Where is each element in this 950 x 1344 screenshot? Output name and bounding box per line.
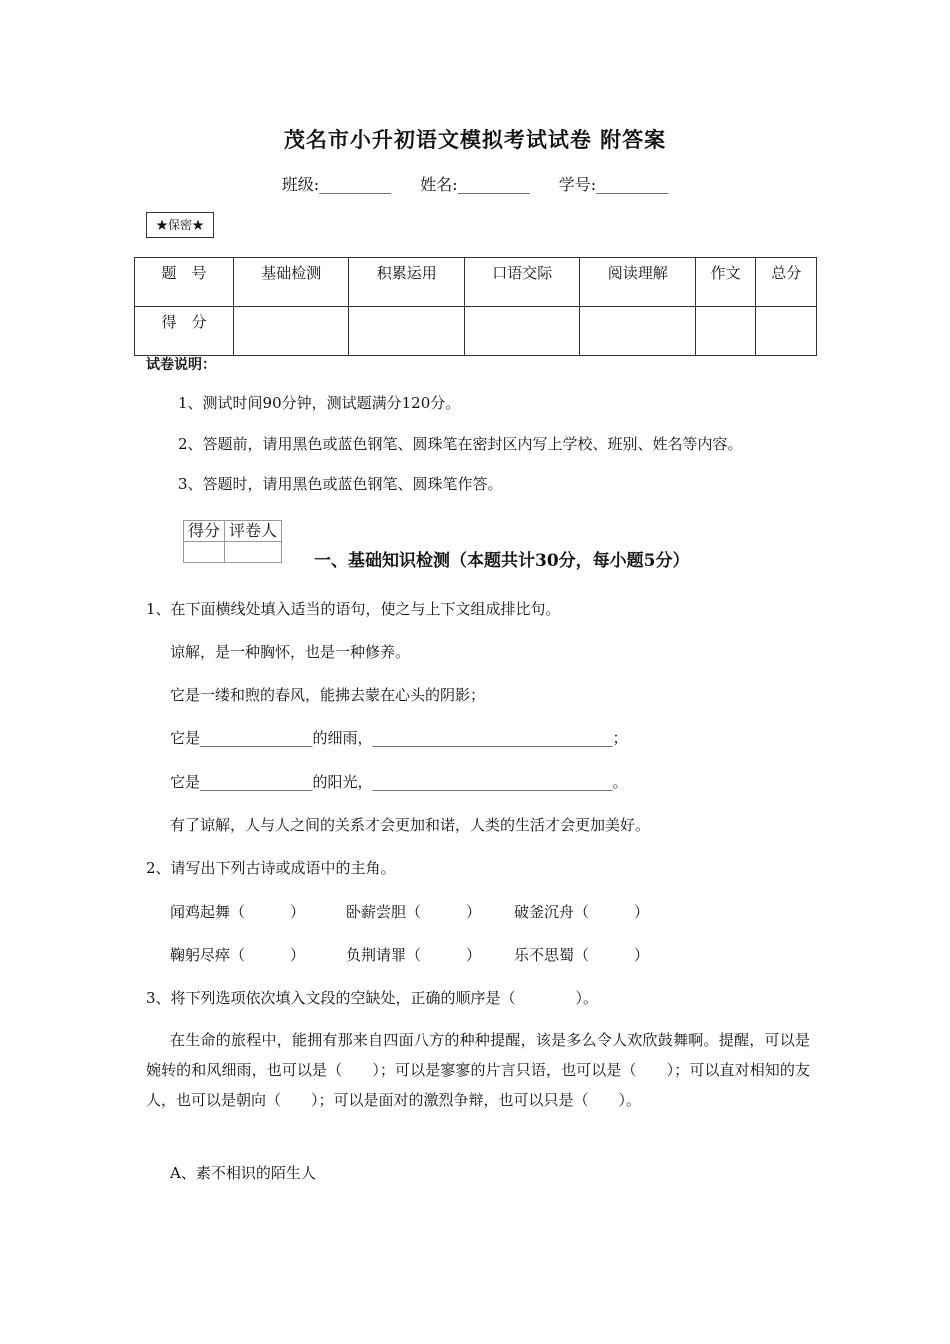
question-1-line: 谅解，是一种胸怀，也是一种修养。 — [170, 643, 411, 661]
instruction-item: 1、测试时间90分钟，测试题满分120分。 — [178, 394, 461, 412]
score-table-cell: 基础检测 — [234, 258, 349, 307]
question-2-prompt: 2、请写出下列古诗或成语中的主角。 — [146, 859, 396, 877]
question-1-blank-line[interactable]: 它是_______________的阳光，________________________________。 — [170, 773, 628, 791]
score-entry-cell[interactable] — [464, 307, 579, 356]
score-entry-cell[interactable] — [695, 307, 756, 356]
student-id-field[interactable]: 学号:_________ — [558, 175, 669, 194]
question-2-item[interactable]: 闻鸡起舞（ ） — [170, 903, 306, 921]
score-row-label: 得 分 — [135, 307, 234, 356]
score-entry-cell[interactable] — [580, 307, 695, 356]
secret-badge: ★保密★ — [146, 212, 214, 238]
question-2-item[interactable]: 卧薪尝胆（ ） — [346, 903, 482, 921]
question-3-prompt: 3、将下列选项依次填入文段的空缺处，正确的顺序是（ ）。 — [146, 989, 599, 1007]
score-table-cell: 阅读理解 — [580, 258, 695, 307]
instructions-label: 试卷说明： — [146, 357, 216, 373]
score-entry-cell[interactable] — [756, 307, 817, 356]
grader-name-label: 评卷人 — [225, 521, 282, 542]
score-table-cell: 口语交际 — [464, 258, 579, 307]
score-entry-cell[interactable] — [234, 307, 349, 356]
question-2-item[interactable]: 鞠躬尽瘁（ ） — [170, 946, 306, 964]
grader-box — [183, 520, 282, 563]
question-2-item[interactable]: 乐不思蜀（ ） — [514, 946, 650, 964]
score-table-header-row — [135, 258, 817, 307]
section-heading: 一、基础知识检测（本题共计30分，每小题5分） — [314, 551, 690, 571]
score-table-cell: 总分 — [756, 258, 817, 307]
score-table-cell: 作文 — [695, 258, 756, 307]
score-table-cell: 题 号 — [135, 258, 234, 307]
score-table-cell: 积累运用 — [349, 258, 464, 307]
score-entry-cell[interactable] — [349, 307, 464, 356]
question-1-line: 有了谅解，人与人之间的关系才会更加和诺，人类的生活才会更加美好。 — [170, 816, 651, 834]
question-1-blank-line[interactable]: 它是_______________的细雨，________________________________； — [170, 729, 628, 747]
grader-name-cell[interactable] — [225, 542, 282, 563]
instruction-item: 3、答题时，请用黑色或蓝色钢笔、圆珠笔作答。 — [178, 475, 503, 493]
grader-score-cell[interactable] — [184, 542, 225, 563]
question-1-prompt: 1、在下面横线处填入适当的语句，使之与上下文组成排比句。 — [146, 600, 561, 618]
question-2-item[interactable]: 破釜沉舟（ ） — [514, 903, 650, 921]
question-1-line: 它是一缕和煦的春风，能拂去蒙在心头的阴影； — [170, 686, 486, 704]
score-table — [134, 257, 817, 356]
name-field[interactable]: 姓名:_________ — [420, 175, 530, 194]
class-field[interactable]: 班级:_________ — [281, 175, 392, 194]
question-3-paragraph: 在生命的旅程中，能拥有那来自四面八方的种种提醒，该是多么令人欢欣鼓舞啊。提醒，可以是婉转的和风细雨，也可以是（ ）；可以是寥寥的片言只语，也可以是（ ）；可以直对相知的友人，也可以是朝向（ ）；可以是面对的激烈争辩，也可以只是（ ）。 — [146, 1031, 810, 1109]
student-info-line — [0, 172, 950, 195]
question-2-item[interactable]: 负荆请罪（ ） — [346, 946, 482, 964]
instruction-item: 2、答题前，请用黑色或蓝色钢笔、圆珠笔在密封区内写上学校、班别、姓名等内容。 — [178, 435, 743, 453]
score-table-score-row — [135, 307, 817, 356]
exam-title: 茂名市小升初语文模拟考试试卷 附答案 — [283, 127, 667, 152]
grader-score-label: 得分 — [184, 521, 225, 542]
question-3-option-a[interactable]: A、素不相识的陌生人 — [170, 1164, 316, 1182]
